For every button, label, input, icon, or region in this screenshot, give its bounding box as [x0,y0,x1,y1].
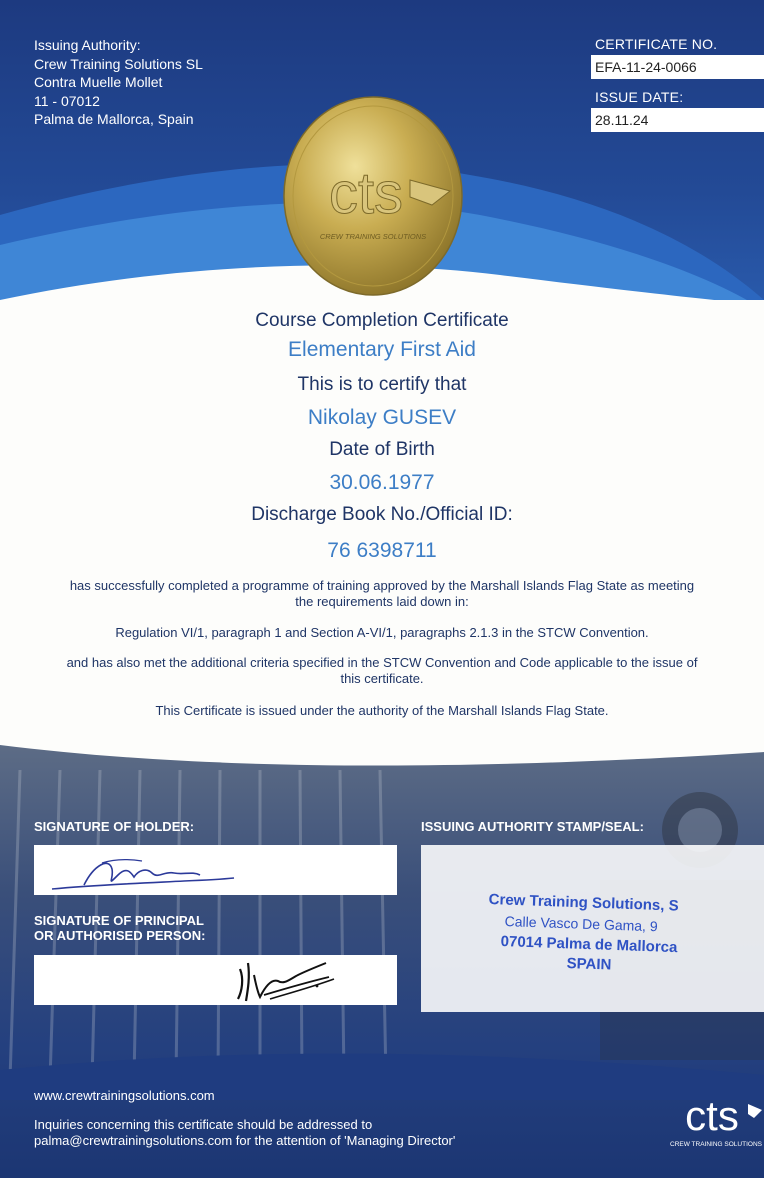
holder-signature-box [34,845,397,895]
seal-logo-text: cts [328,161,404,226]
holder-signature-label: SIGNATURE OF HOLDER: [34,819,195,834]
principal-signature-label-line2: OR AUTHORISED PERSON: [34,928,206,943]
stamp-seal-label: ISSUING AUTHORITY STAMP/SEAL: [421,819,644,834]
seal-sub-text: CREW TRAINING SOLUTIONS [319,232,427,241]
stamp-line-company: Crew Training Solutions, S [488,891,679,915]
date-of-birth-label: Date of Birth [329,439,435,460]
official-id-value: 76 6398711 [327,539,437,562]
issuing-authority-heading: Issuing Authority: [34,37,141,53]
document-type-heading: Course Completion Certificate [255,310,509,331]
gold-seal [282,95,464,297]
course-title: Elementary First Aid [288,338,476,361]
issuer-address-line2: 11 - 07012 [34,92,100,109]
website-url[interactable]: www.crewtrainingsolutions.com [34,1088,215,1103]
issuer-address-line3: Palma de Mallorca, Spain [34,111,194,127]
stamp-seal-box [421,845,764,1012]
issuer-address-line1: Contra Muelle Mollet [34,74,163,90]
issuer-name: Crew Training Solutions SL [34,55,203,72]
footer-logo-sub: CREW TRAINING SOLUTIONS [670,1141,762,1148]
certificate-number-value: EFA-11-24-0066 [591,55,764,79]
official-id-label: Discharge Book No./Official ID: [251,504,513,525]
stamp-line-city: 07014 Palma de Mallorca [500,933,678,957]
body-paragraph-3: and has also met the additional criteria specified in the STCW Convention and Code applicable to the issue of this certificate. [66,655,698,686]
body-paragraph-4: This Certificate is issued under the authority of the Marshall Islands Flag State. [155,703,609,718]
body-paragraph-2: Regulation VI/1, paragraph 1 and Section A-VI/1, paragraphs 2.1.3 in the STCW Convention. [115,625,649,640]
inquiry-line1: Inquiries concerning this certificate should be addressed to [34,1117,373,1132]
inquiry-text [34,1117,455,1149]
principal-signature-image [34,955,397,1005]
holder-signature-image [34,845,397,895]
holder-name: Nikolay GUSEV [307,406,457,429]
footer-logo-text: cts [685,1092,739,1139]
stamp-line-street: Calle Vasco De Gama, 9 [504,913,658,935]
body-paragraph-1: has successfully completed a programme of training approved by the Marshall Islands Flag State as meeting the requirements laid down in: [69,578,695,609]
inquiry-line2: palma@crewtrainingsolutions.com for the attention of 'Managing Director' [34,1133,456,1148]
issue-date-value: 28.11.24 [591,108,764,132]
stamp-line-country: SPAIN [566,955,612,974]
date-of-birth-value: 30.06.1977 [329,471,435,494]
principal-signature-box [34,955,397,1005]
issuing-authority-block [34,36,203,129]
cts-logo [668,1082,764,1152]
issue-date-label: ISSUE DATE: [595,89,684,105]
certify-text: This is to certify that [297,374,467,395]
certificate-number-label: CERTIFICATE NO. [595,36,718,52]
principal-signature-label-line1: SIGNATURE OF PRINCIPAL [34,913,204,928]
